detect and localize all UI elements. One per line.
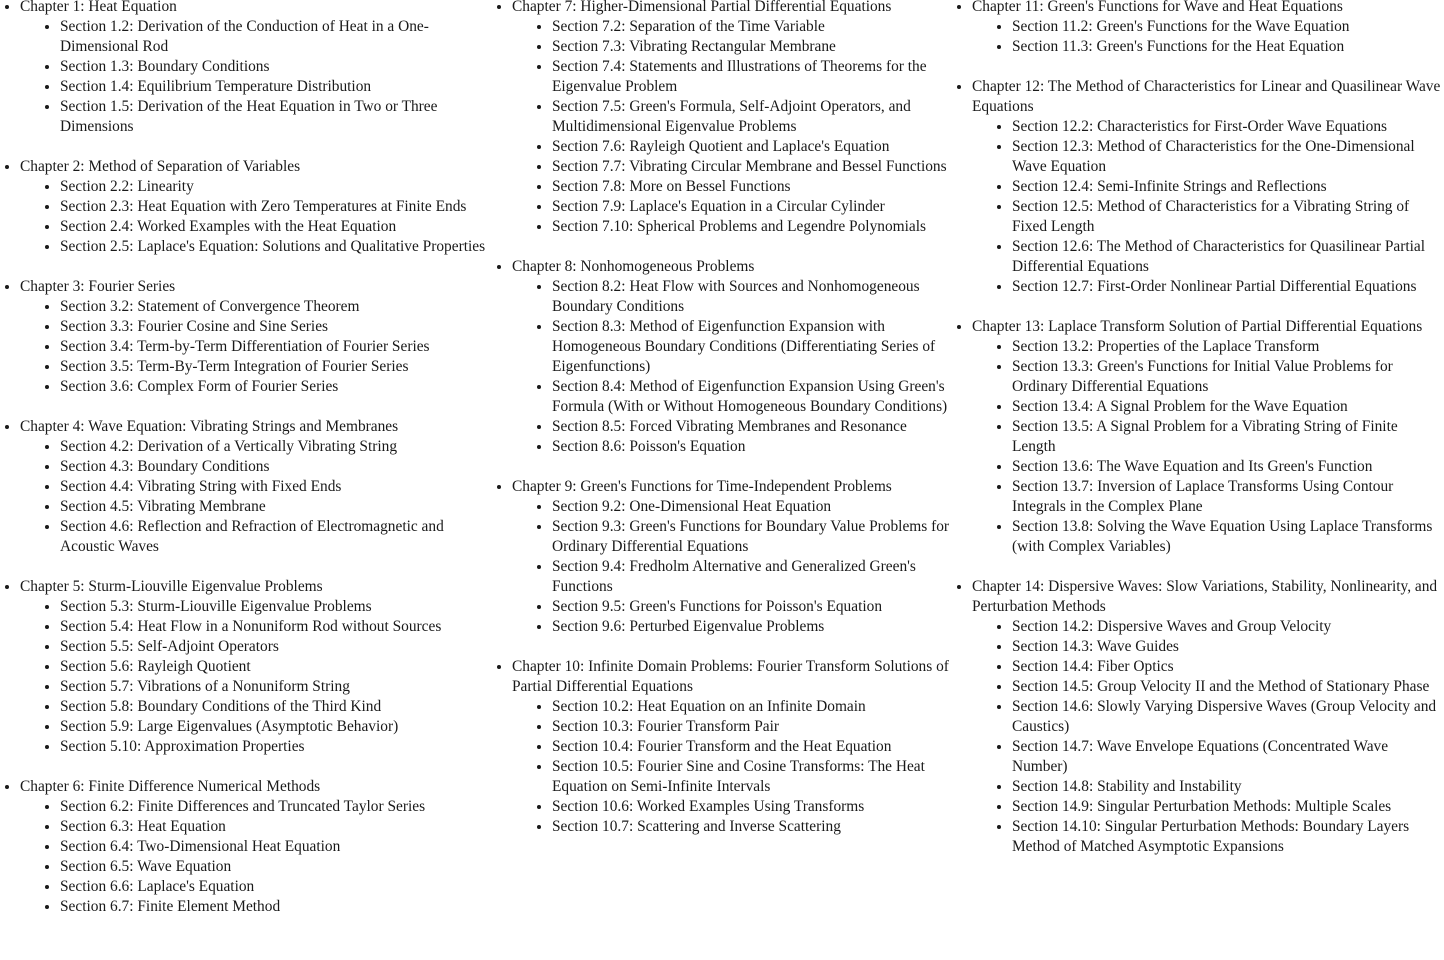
chapter-title: Chapter 8: Nonhomogeneous Problems (512, 258, 755, 275)
section-item: • Section 14.8: Stability and Instability (1012, 777, 1442, 797)
section-item: • Section 1.5: Derivation of the Heat Equation in Two or Three Dimensions (60, 97, 490, 137)
chapter-item (20, 577, 490, 757)
chapter-item (972, 0, 1442, 57)
section-item: • Section 8.3: Method of Eigenfunction Expansion with Homogeneous Boundary Conditions (Differentiating Series of Eigenfunctions) (552, 317, 964, 377)
section-item: • Section 7.9: Laplace's Equation in a Circular Cylinder (552, 197, 964, 217)
section-list (20, 177, 490, 257)
section-item: • Section 3.5: Term-By-Term Integration of Fourier Series (60, 357, 490, 377)
section-item: • Section 10.4: Fourier Transform and the Heat Equation (552, 737, 964, 757)
chapter-title: Chapter 7: Higher-Dimensional Partial Differential Equations (512, 0, 892, 15)
section-item: • Section 6.4: Two-Dimensional Heat Equation (60, 837, 490, 857)
section-item: • Section 12.5: Method of Characteristics for a Vibrating String of Fixed Length (1012, 197, 1442, 237)
section-list (972, 337, 1442, 557)
section-item: • Section 10.6: Worked Examples Using Transforms (552, 797, 964, 817)
chapter-item (512, 477, 964, 637)
section-item: • Section 14.3: Wave Guides (1012, 637, 1442, 657)
section-item: • Section 7.10: Spherical Problems and Legendre Polynomials (552, 217, 964, 237)
section-list (20, 597, 490, 757)
chapter-item (512, 257, 964, 457)
section-item: • Section 8.6: Poisson's Equation (552, 437, 964, 457)
section-item: • Section 8.5: Forced Vibrating Membranes and Resonance (552, 417, 964, 437)
section-item: • Section 10.5: Fourier Sine and Cosine Transforms: The Heat Equation on Semi-Infinite Intervals (552, 757, 964, 797)
section-item: • Section 14.5: Group Velocity II and the Method of Stationary Phase (1012, 677, 1442, 697)
section-list (512, 17, 964, 237)
section-item: • Section 1.4: Equilibrium Temperature Distribution (60, 77, 490, 97)
chapter-list (952, 0, 1442, 857)
section-item: • Section 6.6: Laplace's Equation (60, 877, 490, 897)
section-item: • Section 7.5: Green's Formula, Self-Adjoint Operators, and Multidimensional Eigenvalue Problems (552, 97, 964, 137)
section-item: • Section 3.3: Fourier Cosine and Sine Series (60, 317, 490, 337)
section-item: • Section 13.4: A Signal Problem for the Wave Equation (1012, 397, 1442, 417)
section-item: • Section 2.4: Worked Examples with the Heat Equation (60, 217, 490, 237)
section-item: • Section 13.8: Solving the Wave Equation Using Laplace Transforms (with Complex Variables) (1012, 517, 1442, 557)
chapter-item (972, 577, 1442, 857)
section-item: • Section 4.3: Boundary Conditions (60, 457, 490, 477)
section-item: • Section 14.7: Wave Envelope Equations (Concentrated Wave Number) (1012, 737, 1442, 777)
chapter-title: Chapter 12: The Method of Characteristics for Linear and Quasilinear Wave Equations (972, 78, 1441, 115)
section-item: • Section 5.4: Heat Flow in a Nonuniform Rod without Sources (60, 617, 490, 637)
section-item: • Section 6.5: Wave Equation (60, 857, 490, 877)
section-item: • Section 13.7: Inversion of Laplace Transforms Using Contour Integrals in the Complex Plane (1012, 477, 1442, 517)
toc-column-2 (492, 0, 964, 857)
section-item: • Section 9.4: Fredholm Alternative and Generalized Green's Functions (552, 557, 964, 597)
section-list (972, 17, 1442, 57)
section-item: • Section 10.3: Fourier Transform Pair (552, 717, 964, 737)
section-item: • Section 4.4: Vibrating String with Fixed Ends (60, 477, 490, 497)
section-list (512, 697, 964, 837)
chapter-item (972, 317, 1442, 557)
section-item: • Section 8.4: Method of Eigenfunction Expansion Using Green's Formula (With or Without Homogeneous Boundary Conditions) (552, 377, 964, 417)
section-item: • Section 5.6: Rayleigh Quotient (60, 657, 490, 677)
section-item: • Section 14.10: Singular Perturbation Methods: Boundary Layers Method of Matched Asymptotic Expansions (1012, 817, 1442, 857)
section-item: • Section 12.7: First-Order Nonlinear Partial Differential Equations (1012, 277, 1442, 297)
section-item: • Section 12.4: Semi-Infinite Strings and Reflections (1012, 177, 1442, 197)
section-item: • Section 11.3: Green's Functions for the Heat Equation (1012, 37, 1442, 57)
section-item: • Section 14.6: Slowly Varying Dispersive Waves (Group Velocity and Caustics) (1012, 697, 1442, 737)
section-item: • Section 7.6: Rayleigh Quotient and Laplace's Equation (552, 137, 964, 157)
chapter-title: Chapter 13: Laplace Transform Solution of Partial Differential Equations (972, 318, 1423, 335)
section-list (512, 277, 964, 457)
chapter-item (20, 777, 490, 917)
section-item: • Section 5.8: Boundary Conditions of the Third Kind (60, 697, 490, 717)
section-item: • Section 2.3: Heat Equation with Zero Temperatures at Finite Ends (60, 197, 490, 217)
chapter-list (0, 0, 490, 917)
section-item: • Section 5.10: Approximation Properties (60, 737, 490, 757)
toc-column-3 (952, 0, 1442, 877)
section-item: • Section 9.5: Green's Functions for Poisson's Equation (552, 597, 964, 617)
section-item: • Section 3.6: Complex Form of Fourier Series (60, 377, 490, 397)
toc-column-1 (0, 0, 490, 937)
section-item: • Section 8.2: Heat Flow with Sources and Nonhomogeneous Boundary Conditions (552, 277, 964, 317)
chapter-title: Chapter 1: Heat Equation (20, 0, 177, 15)
section-item: • Section 7.8: More on Bessel Functions (552, 177, 964, 197)
section-item: • Section 13.5: A Signal Problem for a Vibrating String of Finite Length (1012, 417, 1442, 457)
section-list (972, 117, 1442, 297)
section-item: • Section 13.2: Properties of the Laplace Transform (1012, 337, 1442, 357)
section-list (20, 437, 490, 557)
section-item: • Section 1.2: Derivation of the Conduction of Heat in a One-Dimensional Rod (60, 17, 490, 57)
section-item: • Section 7.4: Statements and Illustrations of Theorems for the Eigenvalue Problem (552, 57, 964, 97)
chapter-item (512, 0, 964, 237)
section-item: • Section 13.3: Green's Functions for Initial Value Problems for Ordinary Differential Equations (1012, 357, 1442, 397)
section-item: • Section 2.5: Laplace's Equation: Solutions and Qualitative Properties (60, 237, 490, 257)
section-item: • Section 7.2: Separation of the Time Variable (552, 17, 964, 37)
section-item: • Section 14.9: Singular Perturbation Methods: Multiple Scales (1012, 797, 1442, 817)
section-list (20, 17, 490, 137)
section-list (20, 297, 490, 397)
chapter-item (20, 277, 490, 397)
section-item: • Section 6.2: Finite Differences and Truncated Taylor Series (60, 797, 490, 817)
chapter-item (20, 157, 490, 257)
chapter-title: Chapter 14: Dispersive Waves: Slow Variations, Stability, Nonlinearity, and Perturbation Methods (972, 578, 1438, 615)
section-item: • Section 9.2: One-Dimensional Heat Equation (552, 497, 964, 517)
section-item: • Section 14.4: Fiber Optics (1012, 657, 1442, 677)
section-item: • Section 11.2: Green's Functions for the Wave Equation (1012, 17, 1442, 37)
section-item: • Section 10.7: Scattering and Inverse Scattering (552, 817, 964, 837)
chapter-item (20, 417, 490, 557)
chapter-title: Chapter 2: Method of Separation of Variables (20, 158, 301, 175)
section-item: • Section 14.2: Dispersive Waves and Group Velocity (1012, 617, 1442, 637)
section-item: • Section 12.6: The Method of Characteristics for Quasilinear Partial Differential Equations (1012, 237, 1442, 277)
section-item: • Section 6.7: Finite Element Method (60, 897, 490, 917)
section-item: • Section 5.9: Large Eigenvalues (Asymptotic Behavior) (60, 717, 490, 737)
chapter-title: Chapter 5: Sturm-Liouville Eigenvalue Problems (20, 578, 323, 595)
chapter-title: Chapter 9: Green's Functions for Time-Independent Problems (512, 478, 892, 495)
section-item: • Section 9.3: Green's Functions for Boundary Value Problems for Ordinary Differential Equations (552, 517, 964, 557)
section-item: • Section 2.2: Linearity (60, 177, 490, 197)
section-item: • Section 12.3: Method of Characteristics for the One-Dimensional Wave Equation (1012, 137, 1442, 177)
chapter-list (492, 0, 964, 837)
section-item: • Section 3.2: Statement of Convergence Theorem (60, 297, 490, 317)
section-item: • Section 5.7: Vibrations of a Nonuniform String (60, 677, 490, 697)
section-item: • Section 12.2: Characteristics for First-Order Wave Equations (1012, 117, 1442, 137)
section-item: • Section 4.2: Derivation of a Vertically Vibrating String (60, 437, 490, 457)
section-item: • Section 7.3: Vibrating Rectangular Membrane (552, 37, 964, 57)
section-list (512, 497, 964, 637)
section-item: • Section 1.3: Boundary Conditions (60, 57, 490, 77)
section-item: • Section 5.3: Sturm-Liouville Eigenvalue Problems (60, 597, 490, 617)
section-item: • Section 6.3: Heat Equation (60, 817, 490, 837)
section-item: • Section 13.6: The Wave Equation and Its Green's Function (1012, 457, 1442, 477)
chapter-title: Chapter 10: Infinite Domain Problems: Fourier Transform Solutions of Partial Differential Equations (512, 658, 949, 695)
section-item: • Section 4.6: Reflection and Refraction of Electromagnetic and Acoustic Waves (60, 517, 490, 557)
chapter-item (972, 77, 1442, 297)
chapter-title: Chapter 6: Finite Difference Numerical Methods (20, 778, 321, 795)
section-list (972, 617, 1442, 857)
chapter-item (20, 0, 490, 137)
chapter-title: Chapter 3: Fourier Series (20, 278, 176, 295)
section-item: • Section 10.2: Heat Equation on an Infinite Domain (552, 697, 964, 717)
chapter-title: Chapter 11: Green's Functions for Wave and Heat Equations (972, 0, 1343, 15)
chapter-item (512, 657, 964, 837)
chapter-title: Chapter 4: Wave Equation: Vibrating Strings and Membranes (20, 418, 399, 435)
section-list (20, 797, 490, 917)
section-item: • Section 3.4: Term-by-Term Differentiation of Fourier Series (60, 337, 490, 357)
section-item: • Section 7.7: Vibrating Circular Membrane and Bessel Functions (552, 157, 964, 177)
section-item: • Section 4.5: Vibrating Membrane (60, 497, 490, 517)
section-item: • Section 5.5: Self-Adjoint Operators (60, 637, 490, 657)
section-item: • Section 9.6: Perturbed Eigenvalue Problems (552, 617, 964, 637)
